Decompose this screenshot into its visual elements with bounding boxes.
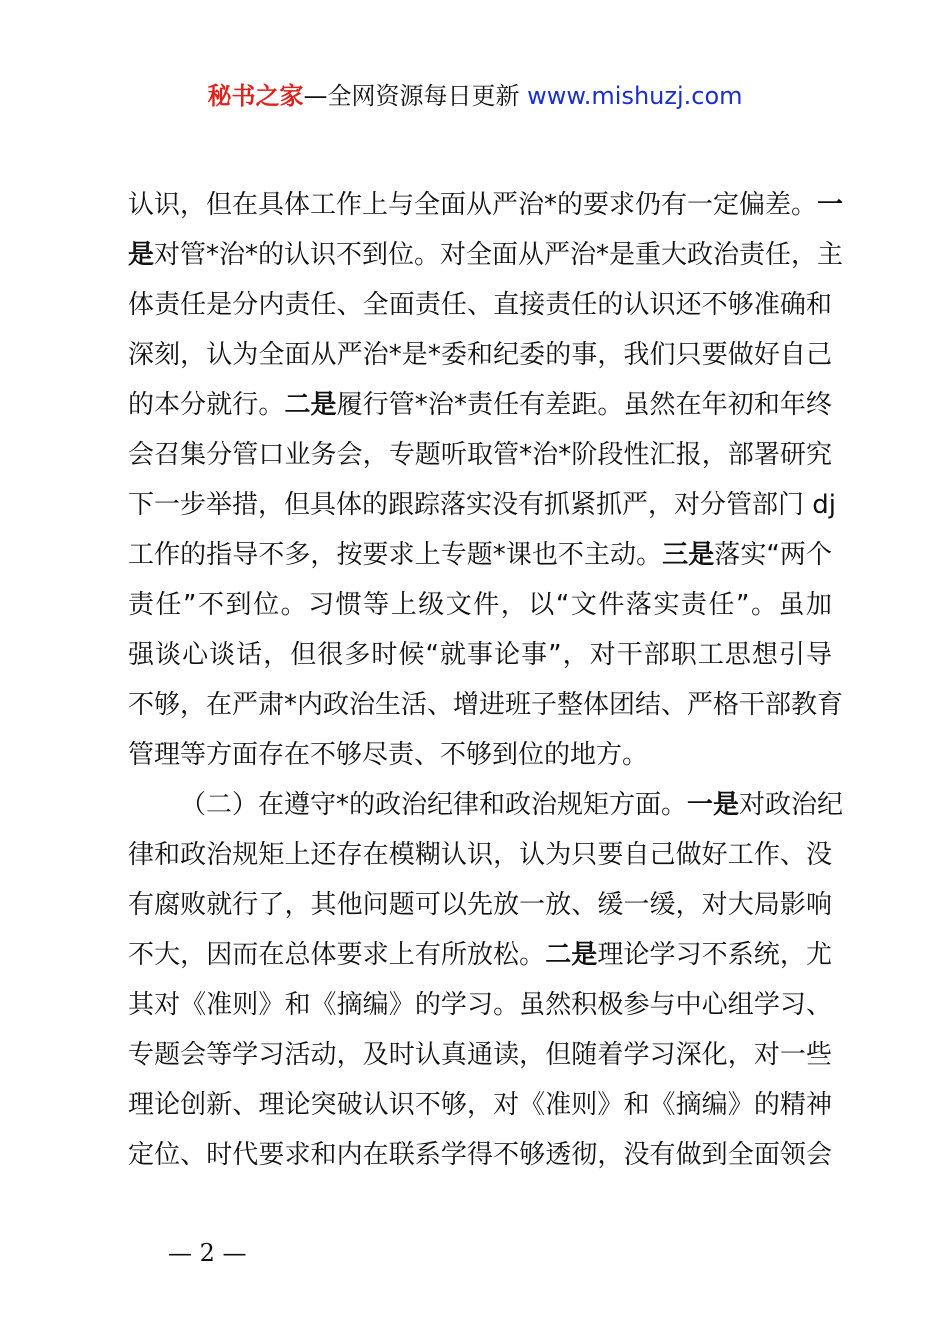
text-line	[128, 730, 832, 780]
text-run: 会召集分管口业务会，专题听取管*治*阶段性汇报，部署研究	[128, 440, 832, 470]
bold-text-run: 二是	[284, 390, 337, 420]
site-url: www.mishuzj.com	[527, 82, 743, 110]
text-run: 理论学习不系统，尤	[597, 940, 832, 970]
text-run: 不大，因而在总体要求上有所放松。	[128, 940, 546, 970]
text-run: （二）在遵守*的政治纪律和政治规矩方面。	[180, 790, 688, 820]
text-line	[128, 430, 832, 480]
brand-name: 秘书之家	[207, 82, 304, 110]
text-run: 深刻，认为全面从严治*是*委和纪委的事，我们只要做好自己	[128, 340, 832, 370]
page-number: — 2 —	[168, 1239, 247, 1267]
text-run: 工作的指导不多，按要求上专题*课也不主动。	[128, 540, 663, 570]
text-run: 理论创新、理论突破认识不够，对《准则》和《摘编》的精神	[128, 1090, 832, 1120]
bold-text-run: 二是	[545, 940, 598, 970]
bold-text-run: 一	[817, 190, 844, 220]
text-line	[128, 980, 832, 1030]
text-run: 强谈心谈话，但很多时候“就事论事”，对干部职工思想引导	[128, 640, 832, 670]
text-run: 对政治纪	[739, 790, 844, 820]
text-run: 对管*治*的认识不到位。对全面从严治*是重大政治责任，主	[154, 240, 844, 270]
text-line	[128, 1130, 832, 1180]
text-line	[128, 930, 832, 980]
text-run: 专题会等学习活动，及时认真通读，但随着学习深化，对一些	[128, 1040, 832, 1070]
document-body	[128, 180, 844, 1180]
text-line	[128, 280, 832, 330]
text-line	[128, 330, 832, 380]
text-run: 其对《准则》和《摘编》的学习。虽然积极参与中心组学习、	[128, 990, 832, 1020]
text-line	[128, 780, 844, 830]
bold-text-run: 三是	[662, 540, 715, 570]
text-line	[128, 230, 844, 280]
text-line	[128, 480, 836, 530]
text-line	[128, 580, 832, 630]
text-run: 责任”不到位。习惯等上级文件，以“文件落实责任”。虽加	[128, 590, 832, 620]
text-line	[128, 1030, 832, 1080]
text-run: 下一步举措，但具体的跟踪落实没有抓紧抓严，对分管部门 dj	[128, 490, 836, 520]
bold-text-run: 一是	[687, 790, 740, 820]
text-run: 不够，在严肃*内政治生活、增进班子整体团结、严格干部教育	[128, 690, 844, 720]
text-line	[128, 880, 832, 930]
text-run: 有腐败就行了，其他问题可以先放一放、缓一缓，对大局影响	[128, 890, 832, 920]
text-line	[128, 530, 832, 580]
text-run: 认识，但在具体工作上与全面从严治*的要求仍有一定偏差。	[128, 190, 818, 220]
text-line	[128, 630, 832, 680]
text-run: 落实“两个	[714, 540, 832, 570]
text-line	[128, 680, 844, 730]
text-run: 体责任是分内责任、全面责任、直接责任的认识还不够准确和	[128, 290, 832, 320]
text-line	[128, 1080, 832, 1130]
text-run: 履行管*治*责任有差距。虽然在年初和年终	[336, 390, 832, 420]
site-watermark-header	[0, 78, 950, 114]
text-run: 律和政治规矩上还存在模糊认识，认为只要自己做好工作、没	[128, 840, 832, 870]
text-line	[128, 380, 832, 430]
text-run: 定位、时代要求和内在联系学得不够透彻，没有做到全面领会	[128, 1140, 832, 1170]
header-tagline: —全网资源每日更新	[303, 82, 520, 110]
text-run: 管理等方面存在不够尽责、不够到位的地方。	[128, 740, 649, 770]
text-line	[128, 180, 844, 230]
text-line	[128, 830, 832, 880]
bold-text-run: 是	[128, 240, 155, 270]
text-run: 的本分就行。	[128, 390, 285, 420]
